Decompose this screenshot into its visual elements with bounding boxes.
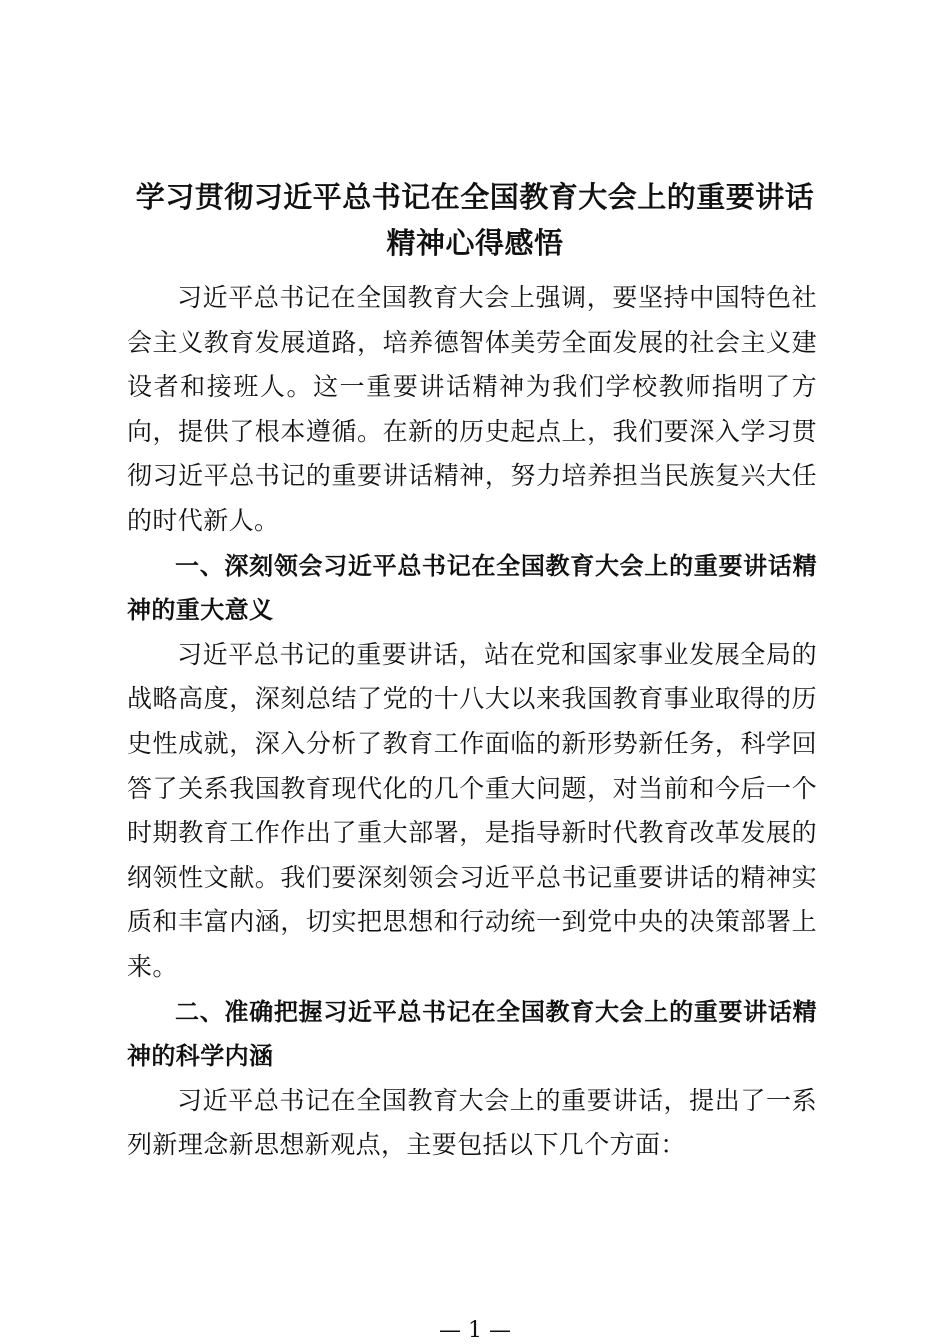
page-number: — 1 — [439, 1318, 511, 1343]
document-title: 学习贯彻习近平总书记在全国教育大会上的重要讲话精神心得感悟 [135, 180, 815, 260]
paragraph-intro: 习近平总书记在全国教育大会上强调，要坚持中国特色社会主义教育发展道路，培养德智体美劳全面发展的社会主义建设者和接班人。这一重要讲话精神为我们学校教师指明了方向，提供了根本遵循。在新的历史起点上，我们要深入学习贯彻习近平总书记的重要讲话精神，努力培养担当民族复兴大任的时代新人。 [127, 283, 817, 535]
section-heading-2: 二、准确把握习近平总书记在全国教育大会上的重要讲话精神的科学内涵 [127, 997, 817, 1071]
section-heading-1: 一、深刻领会习近平总书记在全国教育大会上的重要讲话精神的重大意义 [127, 551, 817, 625]
document-body [127, 276, 817, 1168]
paragraph-section-1: 习近平总书记的重要讲话，站在党和国家事业发展全局的战略高度，深刻总结了党的十八大以来我国教育事业取得的历史性成就，深入分析了教育工作面临的新形势新任务，科学回答了关系我国教育现代化的几个重大问题，对当前和今后一个时期教育工作作出了重大部署，是指导新时代教育改革发展的纲领性文献。我们要深刻领会习近平总书记重要讲话的精神实质和丰富内涵，切实把思想和行动统一到党中央的决策部署上来。 [127, 639, 817, 981]
paragraph-section-2: 习近平总书记在全国教育大会上的重要讲话，提出了一系列新理念新思想新观点，主要包括以下几个方面： [127, 1085, 817, 1160]
